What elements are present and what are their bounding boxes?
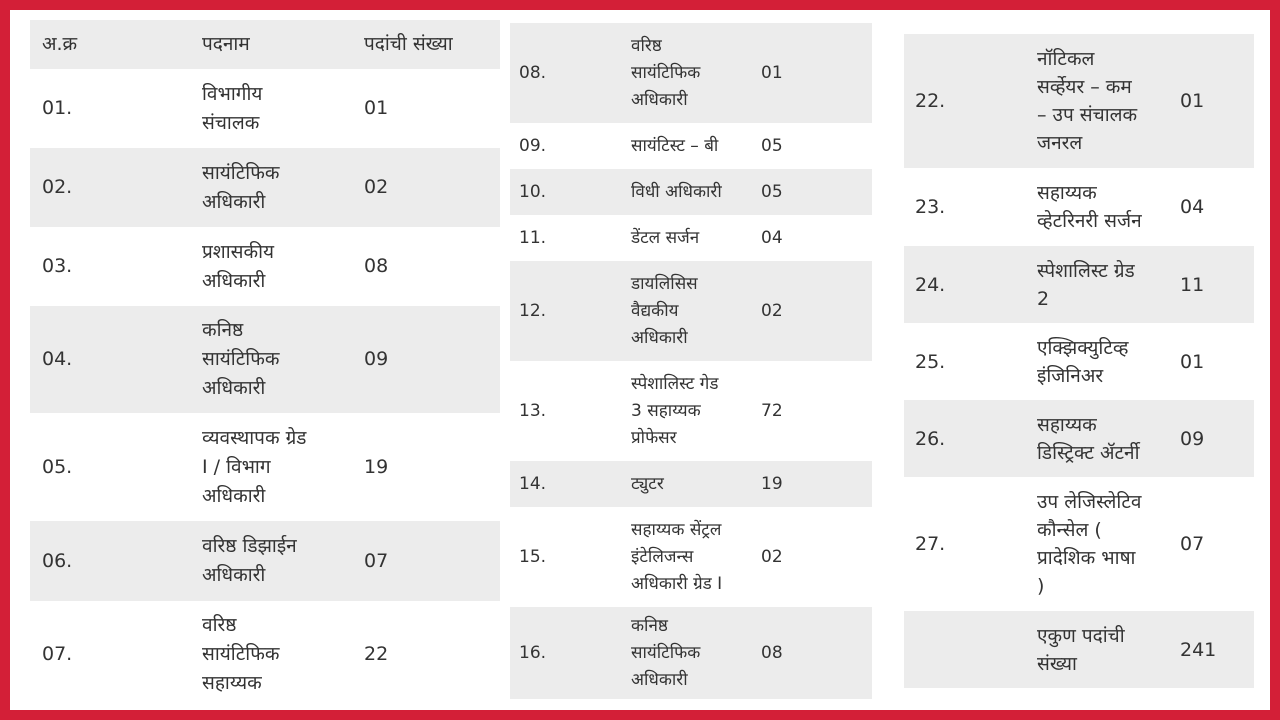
vacancy-table-1 (30, 20, 500, 707)
post-name-cell: प्रशासकीय अधिकारी (202, 240, 275, 292)
table-row (30, 227, 500, 306)
table-row (30, 306, 500, 413)
serial-cell: 23. (915, 196, 946, 218)
table-row (510, 361, 872, 461)
serial-cell: 05. (42, 455, 73, 478)
post-count-cell: 04 (1180, 196, 1205, 218)
post-name-cell: विधी अधिकारी (631, 181, 722, 202)
header-post-name: पदनाम (202, 33, 250, 55)
post-name-cell: एक्झिक्युटिव्ह इंजिनिअर (1037, 336, 1129, 387)
post-count-cell: 07 (364, 549, 389, 572)
vacancy-table-3 (904, 34, 1254, 688)
serial-cell: 22. (915, 90, 946, 112)
post-count-cell: 01 (761, 62, 783, 83)
table-header-row (30, 20, 500, 69)
serial-cell: 07. (42, 642, 73, 665)
header-serial: अ.क्र (42, 33, 78, 55)
serial-cell: 24. (915, 273, 946, 296)
post-name-cell: स्पेशालिस्ट गेड 3 सहाय्यक प्रोफेसर (631, 373, 719, 448)
post-count-cell: 02 (761, 546, 783, 567)
table-row (30, 601, 500, 707)
post-count-cell: 07 (1180, 533, 1205, 555)
post-name-cell: वरिष्ठ सायंटिफिक सहाय्यक (202, 613, 280, 694)
table-row (30, 69, 500, 148)
post-name-cell: विभागीय संचालक (202, 82, 263, 134)
table-row (30, 148, 500, 227)
serial-cell: 16. (519, 642, 547, 663)
post-count-cell: 19 (364, 455, 389, 478)
post-name-cell: सायंटिस्ट – बी (631, 135, 719, 156)
table-row (904, 246, 1254, 323)
post-name-cell: नॉटिकल सर्व्हेयर – कम – उप संचालक जनरल (1037, 48, 1138, 154)
post-name-cell: कनिष्ठ सायंटिफिक अधिकारी (202, 319, 280, 399)
total-label-cell: एकुण पदांची संख्या (1037, 624, 1125, 675)
serial-cell: 03. (42, 255, 73, 277)
serial-cell: 25. (915, 350, 946, 373)
serial-cell: 26. (915, 427, 946, 450)
table-row (30, 413, 500, 521)
post-count-cell: 01 (1180, 350, 1205, 373)
table-row (510, 123, 872, 169)
table-row (510, 215, 872, 261)
serial-cell: 14. (519, 473, 547, 494)
post-name-cell: सहाय्यक सेंट्रल इंटेलिजन्स अधिकारी ग्रेड I (631, 519, 723, 594)
table-row (904, 400, 1254, 477)
total-count-cell: 241 (1180, 638, 1217, 661)
table-row (510, 507, 872, 607)
table-row (904, 323, 1254, 400)
post-name-cell: ट्युटर (631, 473, 664, 494)
post-count-cell: 72 (761, 400, 783, 421)
serial-cell: 27. (915, 533, 946, 555)
table-row (904, 168, 1254, 246)
post-name-cell: सहाय्यक डिस्ट्रिक्ट ॲटर्नी (1037, 413, 1140, 464)
post-count-cell: 09 (1180, 427, 1205, 450)
table-row (904, 477, 1254, 611)
serial-cell: 13. (519, 400, 547, 421)
post-count-cell: 01 (1180, 90, 1205, 112)
post-count-cell: 01 (364, 97, 389, 119)
serial-cell: 01. (42, 97, 73, 119)
post-name-cell: व्यवस्थापक ग्रेड I / विभाग अधिकारी (202, 426, 307, 507)
post-count-cell: 05 (761, 135, 783, 156)
serial-cell: 12. (519, 300, 547, 321)
post-count-cell: 02 (364, 176, 389, 198)
post-name-cell: डायलिसिस वैद्यकीय अधिकारी (631, 273, 698, 348)
table-row (510, 461, 872, 507)
post-count-cell: 08 (364, 255, 389, 277)
post-count-cell: 08 (761, 642, 783, 663)
serial-cell: 11. (519, 227, 547, 248)
post-count-cell: 04 (761, 227, 783, 248)
post-name-cell: डेंटल सर्जन (631, 227, 700, 248)
serial-cell: 06. (42, 549, 73, 572)
table-row (510, 23, 872, 123)
vacancy-table-2 (510, 23, 872, 699)
post-count-cell: 22 (364, 642, 389, 665)
post-name-cell: सहाय्यक व्हेटरिनरी सर्जन (1037, 182, 1142, 232)
serial-cell: 15. (519, 546, 547, 567)
post-name-cell: उप लेजिस्लेटिव कौन्सेल ( प्रादेशिक भाषा ) (1037, 491, 1142, 597)
post-count-cell: 19 (761, 473, 783, 494)
post-name-cell: स्पेशालिस्ट ग्रेड 2 (1037, 259, 1135, 310)
table-row (904, 34, 1254, 168)
post-name-cell: वरिष्ठ डिझाईन अधिकारी (202, 535, 297, 586)
post-name-cell: वरिष्ठ सायंटिफिक अधिकारी (631, 35, 701, 110)
table-row (30, 521, 500, 601)
post-count-cell: 05 (761, 181, 783, 202)
content-sheet (10, 10, 1270, 710)
post-count-cell: 11 (1180, 273, 1205, 296)
serial-cell: 10. (519, 181, 547, 202)
post-name-cell: सायंटिफिक अधिकारी (202, 161, 280, 213)
table-row (510, 607, 872, 699)
total-row (904, 611, 1254, 688)
serial-cell: 09. (519, 135, 547, 156)
post-name-cell: कनिष्ठ सायंटिफिक अधिकारी (631, 615, 701, 690)
serial-cell: 04. (42, 348, 73, 370)
serial-cell: 08. (519, 62, 547, 83)
table-row (510, 169, 872, 215)
serial-cell: 02. (42, 176, 73, 198)
header-post-count: पदांची संख्या (364, 33, 453, 55)
post-count-cell: 09 (364, 348, 389, 370)
post-count-cell: 02 (761, 300, 783, 321)
table-row (510, 261, 872, 361)
